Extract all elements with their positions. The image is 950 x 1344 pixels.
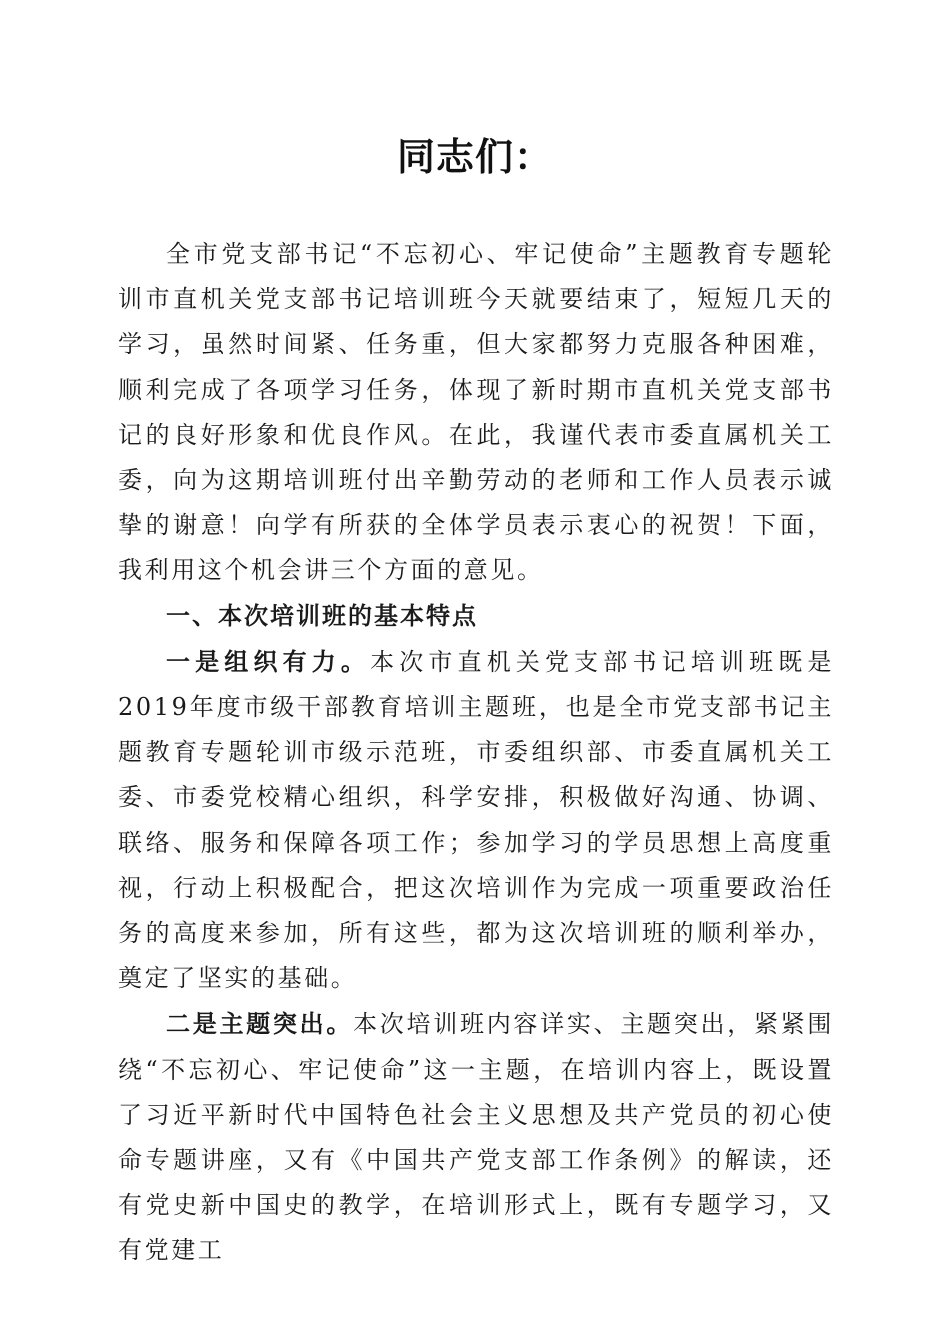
salutation-title: 同志们： (396, 135, 553, 179)
point-paragraph-1 (118, 639, 834, 1002)
document-body (118, 232, 834, 1274)
point-lead-1: 一是组织有力。 (166, 646, 371, 676)
point-paragraph-2 (118, 1001, 834, 1273)
intro-paragraph: 全市党支部书记“不忘初心、牢记使命”主题教育专题轮训市直机关党支部书记培训班今天就要结束了，短短几天的学习，虽然时间紧、任务重，但大家都努力克服各种困难，顺利完成了各项学习任务，体现了新时期市直机关党支部书记的良好形象和优良作风。在此，我谨代表市委直属机关工委，向为这期培训班付出辛勤劳动的老师和工作人员表示诚挚的谢意！向学有所获的全体学员表示衷心的祝贺！下面，我利用这个机会讲三个方面的意见。 (118, 240, 834, 585)
point-text-1: 本次市直机关党支部书记培训班既是2019年度市级干部教育培训主题班，也是全市党支部书记主题教育专题轮训市级示范班，市委组织部、市委直属机关工委、市委党校精心组织，科学安排，积极做好沟通、协调、联络、服务和保障各项工作；参加学习的学员思想上高度重视，行动上积极配合，把这次培训作为完成一项重要政治任务的高度来参加，所有这些，都为这次培训班的顺利举办，奠定了坚实的基础。 (118, 647, 834, 993)
point-lead-2: 二是主题突出。 (166, 1009, 354, 1039)
section-heading: 一、本次培训班的基本特点 (166, 601, 478, 630)
point-text-2: 本次培训班内容详实、主题突出，紧紧围绕“不忘初心、牢记使命”这一主题，在培训内容上，既设置了习近平新时代中国特色社会主义思想及共产党员的初心使命专题讲座，又有《中国共产党支部工作条例》的解读，还有党史新中国史的教学，在培训形式上，既有专题学习，又有党建工 (118, 1010, 834, 1265)
